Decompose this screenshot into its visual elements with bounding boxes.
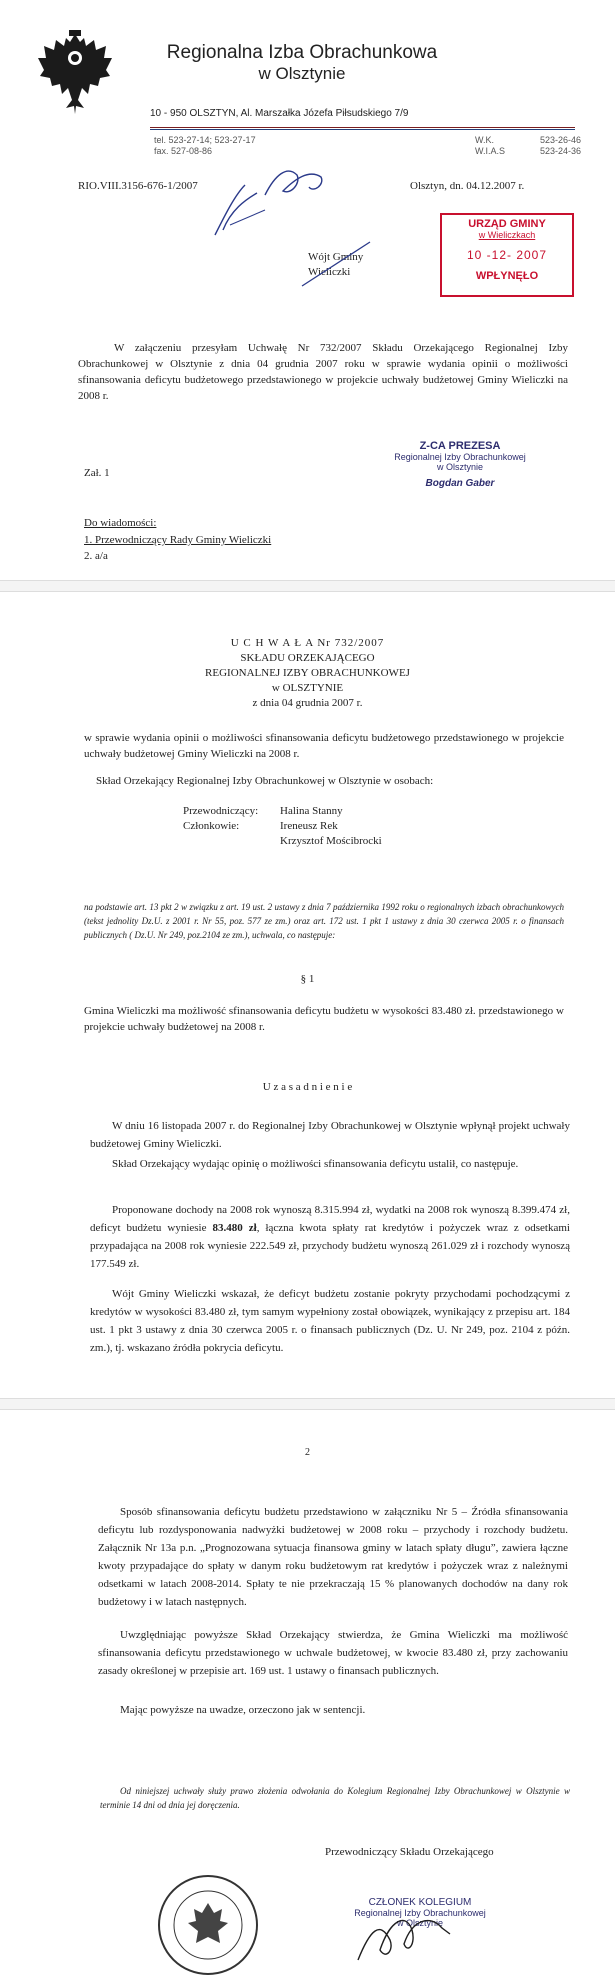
resolution-title: U C H W A Ł A Nr 732/2007 [230,637,385,649]
cover-letter-body: W załączeniu przesyłam Uchwałę Nr 732/2007 Składu Orzekającego Regionalnej Izby Obrachunkowej w Olsztynie z dnia 04 grudnia 2007 roku w sprawie wydania opinii o możliwości sfinansowania deficytu budżetowego przedstawionego w projekcie uchwały budżetowej Gminy Wieliczki na 2008 r. [78,342,568,402]
justification-paragraph: Skład Orzekający wydając opinię o możliwości sfinansowania deficytu ustalił, co następuje. [112,1158,519,1170]
justification-paragraph: Uwzględniając powyższe Skład Orzekający stwierdza, że Gmina Wieliczki ma możliwość sfinansowania deficytu przedstawionego w uchwale budżetowej, w kwocie 83.480 zł, przy zachowaniu zasady określonej w przepisie art. 169 ust. 1 ustawy o finansach publicznych. [98,1629,568,1677]
addressee-municipality: Wieliczki [308,266,351,278]
letterhead-divider-blue [150,129,575,130]
page-break [0,1398,615,1410]
justification-conclusion: Mając powyższe na uwadze, orzeczono jak w sentencji. [120,1704,366,1716]
wias-label: W.I.A.S [475,146,506,156]
letterhead-divider-red [150,127,575,128]
eagle-emblem-icon [36,28,114,116]
chair-label: Przewodniczący: [183,805,259,817]
chair-footer-label: Przewodniczący Składu Orzekającego [325,1846,494,1858]
deficit-amount: 83.480 zł [212,1222,257,1234]
council-stamp-title: CZŁONEK KOLEGIUM [368,1897,472,1908]
justification-paragraph: Sposób sfinansowania deficytu budżetu przedstawiono w załączniku Nr 5 – Źródła sfinansowania deficytu lub rozdysponowania nadwyżki budżetowej w 2008 roku – przychody i rozchody budżetu. Załącznik Nr 13a p.n. „Prognozowana sytuacja finansowa gminy w latach spłaty długu”, zawiera łączne kwoty przypadające do spłaty w danym roku budżetowym rat kredytów i pożyczek wraz z należnymi odsetkami w latach 2008-2014. Spłaty te nie przekraczają 15 % planowanych dochodów na dany rok budżetowy i w latach następnych. [98,1506,568,1608]
cc-item: 1. Przewodniczący Rady Gminy Wieliczki [84,534,272,546]
pen-stroke-icon [300,238,380,288]
cc-title: Do wiadomości: [84,517,157,529]
received-stamp-location: w Wieliczkach [478,230,536,240]
attachment-note: Zał. 1 [84,467,110,479]
deputy-president-stamp [380,440,540,489]
resolution-subtitle-org: REGIONALNEJ IZBY OBRACHUNKOWEJ [205,667,410,679]
wk-label: W.K. [475,135,495,145]
member-name: Ireneusz Rek [280,820,338,832]
page-number: 2 [305,1447,310,1458]
received-stamp [440,213,574,297]
page-break [0,580,615,592]
deputy-stamp-title: Z-CA PREZESA [419,440,501,452]
legal-basis: na podstawie art. 13 pkt 2 w związku z art. 19 ust. 2 ustawy z dnia 7 października 1992 roku o regionalnych izbach obrachunkowych (tekst jednolity Dz.U. z 2001 r. Nr 55, poz. 577 ze zm.) oraz art. 172 ust. 1 pkt 1 ustawy z dnia 30 czerwca 2005 r. o finansach publicznych ( Dz.U. Nr 249, poz.2104 ze zm.), uchwala, co następuje: [84,902,564,940]
council-stamp-city: w Olsztynie [396,1918,443,1928]
justification-paragraph: Wójt Gminy Wieliczki wskazał, że deficyt budżetu zostanie pokryty przychodami pochodzącymi z kredytów w wysokości 83.480 zł, tym samym wypełniony został obowiązek, wynikający z przepisu art. 184 ust. 1 pkt 3 ustawy z dnia 30 czerwca 2005 r. o finansach publicznych (Dz. U. Nr 249, poz. 2104 z późn. zm.), tj. wskazano źródła pokrycia deficytu. [90,1288,570,1354]
deputy-stamp-name: Bogdan Gaber [425,478,495,489]
appeal-notice: Od niniejszej uchwały służy prawo złożenia odwołania do Kolegium Regionalnej Izby Obrachunkowej w Olsztynie w terminie 14 dni od dnia jej doręczenia. [100,1786,570,1810]
resolution-subtitle-panel: SKŁADU ORZEKAJĄCEGO [240,652,375,664]
member-name: Krzysztof Mościbrocki [280,835,382,847]
addressee-title: Wójt Gminy [308,251,364,263]
council-stamp-org: Regionalnej Izby Obrachunkowej [354,1908,486,1918]
wias-number: 523-24-36 [540,146,582,156]
members-label: Członkowie: [183,820,240,832]
figures-text: Proponowane dochody na 2008 rok wynoszą 8.315.994 zł, wydatki na 2008 rok wynoszą 8.399.474 zł, deficyt budżetu wyniesie [90,1204,570,1234]
resolution-subject: w sprawie wydania opinii o możliwości sfinansowania deficytu budżetowego przedstawionego w projekcie uchwały budżetowej Gminy Wieliczki na 2008 r. [84,732,564,760]
cc-item: 2. a/a [84,550,108,562]
reference-number: RIO.VIII.3156-676-1/2007 [78,180,198,192]
received-stamp-office: URZĄD GMINY [468,218,546,230]
resolution-date: z dnia 04 grudnia 2007 r. [252,697,363,709]
org-address: 10 - 950 OLSZTYN, Al. Marszałka Józefa Piłsudskiego 7/9 [150,108,409,119]
wk-number: 523-26-46 [540,135,582,145]
section-marker: § 1 [300,973,315,985]
justification-paragraph-figures [90,1201,570,1273]
deputy-stamp-city: w Olsztynie [436,462,483,472]
official-round-seal-icon [156,1873,260,1977]
chair-name: Halina Stanny [280,805,343,817]
letter-date: Olsztyn, dn. 04.12.2007 r. [410,180,525,192]
received-stamp-date: 10 -12- 2007 [466,248,548,262]
figures-text: , łączna kwota spłaty rat kredytów i pożyczek wraz z odsetkami przypadająca na 2008 rok wyniesie 222.549 zł, przychody budżetu wynoszą 261.029 zł i rozchody wynoszą 177.549 zł. [90,1222,570,1270]
org-name: Regionalna Izba Obrachunkowa [166,42,438,63]
received-stamp-label: WPŁYNĘŁO [475,270,539,282]
phone-number: tel. 523-27-14; 523-27-17 [154,135,256,145]
resolution-subtitle-city: w OLSZTYNIE [271,682,344,694]
handwritten-signature-icon [205,155,345,245]
org-city: w Olsztynie [258,64,346,83]
justification-title: U z a s a d n i e n i e [262,1081,353,1093]
handwritten-signature-icon [350,1900,460,1970]
fax-number: fax. 527-08-86 [154,146,213,156]
deputy-stamp-org: Regionalnej Izby Obrachunkowej [394,452,526,462]
justification-paragraph: W dniu 16 listopada 2007 r. do Regionalnej Izby Obrachunkowej w Olsztynie wpłynął projekt uchwały budżetowej Gminy Wieliczki. [90,1120,570,1150]
panel-intro: Skład Orzekający Regionalnej Izby Obrachunkowej w Olsztynie w osobach: [96,775,434,787]
resolution-decision: Gmina Wieliczki ma możliwość sfinansowania deficytu budżetu w wysokości 83.480 zł. przedstawionego w projekcie uchwały budżetowej na 2008 r. [84,1005,564,1033]
